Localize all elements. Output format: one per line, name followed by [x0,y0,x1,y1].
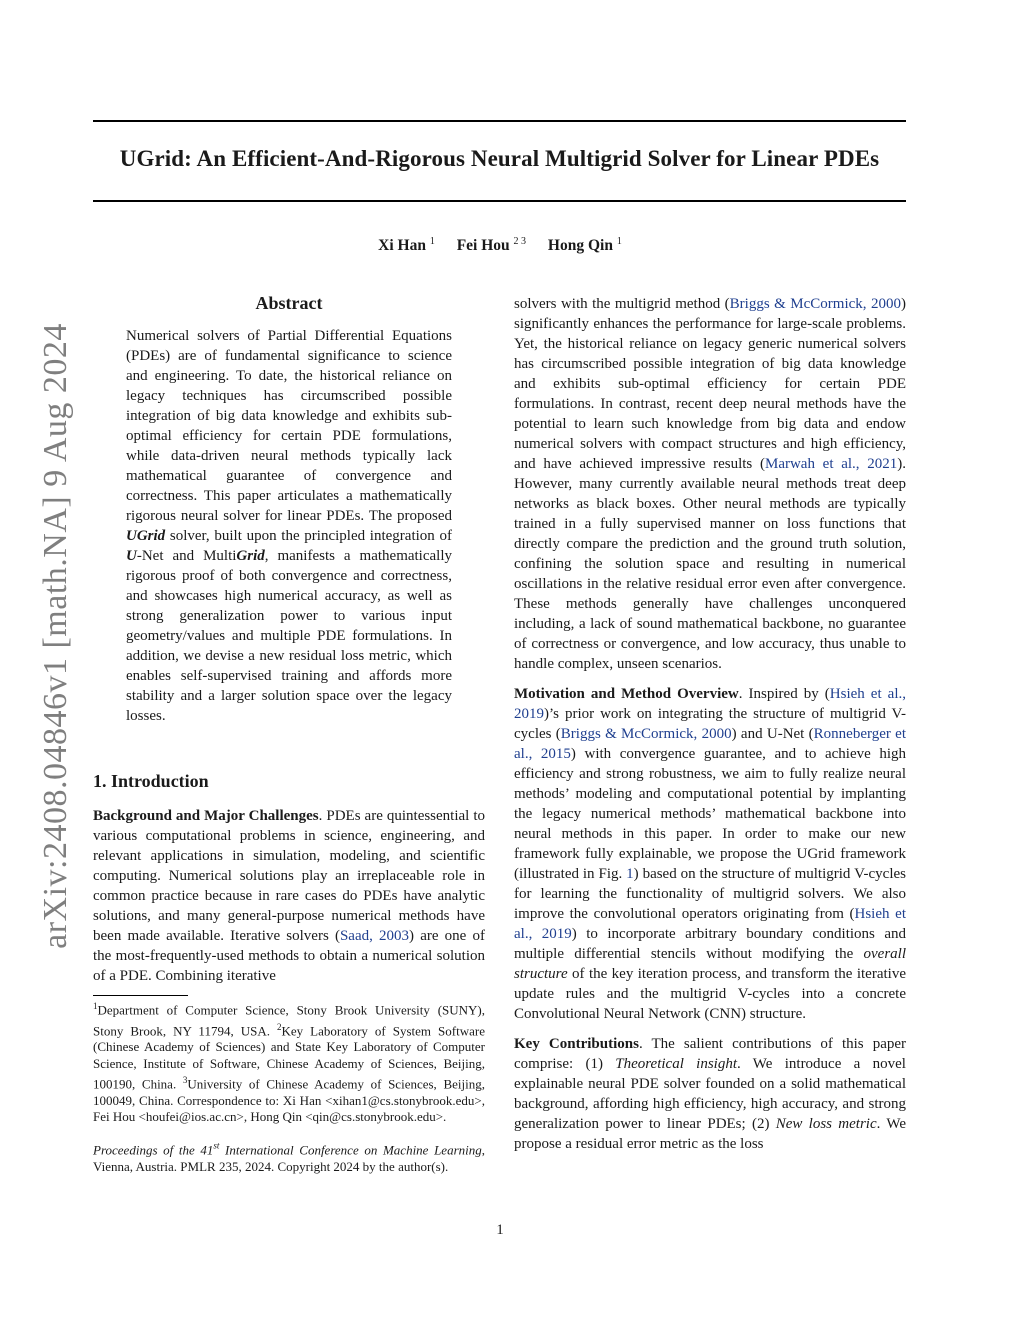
citation-link[interactable]: Briggs & McCormick, 2000 [729,296,901,312]
citation-link[interactable]: Saad, 2003 [339,928,410,944]
citation-link[interactable]: Marwah et al., 2021 [764,456,898,472]
title-rule-bottom [93,200,906,202]
citation-link[interactable]: Hsieh et al., 2019 [514,906,906,942]
citation-link[interactable]: Ronneberger et al., 2015 [514,726,906,762]
left-column [93,770,485,986]
arxiv-stamp-text: arXiv:2408.04846v1 [math.NA] 9 Aug 2024 [37,323,74,949]
footnote-rule [93,995,188,996]
paragraph-motivation: Motivation and Method Overview. Inspired by (Hsieh et al., 2019)’s prior work on integrating the structure of multigrid V-cycles (Briggs & McCormick, 2000) and U-Net (Ronneberger et al., 2015) with convergence guarantee, and to achieve high efficiency and strong robustness, we aim to fully realize neural methods’ modeling and computational potential by implanting the legacy numerical methods’ mathematical backbone into neural methods in this paper. In order to make our new framework fully explainable, we propose the UGrid framework (illustrated in Fig. 1) based on the structure of multigrid V-cycles for learning the functionality of multigrid solvers. We also improve the convolutional operators originating from (Hsieh et al., 2019) to incorporate arbitrary boundary conditions and multiple differential stencils without modifying the overall structure of the key iteration process, and transform the iterative update rules and the multigrid V-cycles into a concrete Convolutional Neural Network (CNN) structure. [514,686,907,1022]
abstract-text: Numerical solvers of Partial Differential Equations (PDEs) are of fundamental significance to science and engineering. To date, the historical reliance on legacy techniques has circumscribed possible integration of big data knowledge and exhibits sub-optimal efficiency for certain PDE formulations, while data-driven neural methods typically lack mathematical guarantee of convergence and correctness. This paper articulates a mathematically rigorous neural solver for linear PDEs. The proposed UGrid solver, built upon the principled integration of U-Net and MultiGrid, manifests a mathematically rigorous proof of both convergence and correctness, and showcases high numerical accuracy, as well as strong generalization power to various input geometry/values and multiple PDE formulations. In addition, we devise a new residual loss metric, which enables self-supervised training and affords more stability and a larger solution space over the legacy losses. [126,328,453,724]
author-hong-qin: Hong Qin $^1$ [547,236,622,255]
citation-link[interactable]: Hsieh et al., 2019 [514,686,906,722]
right-column [514,294,906,1154]
footnotes [93,998,485,1175]
section-heading-introduction: 1. Introduction [93,771,209,791]
author-list [0,236,1000,255]
page-number: 1 [496,1222,504,1238]
affiliation-footnote: $^1$Department of Computer Science, Stony Brook University (SUNY), Stony Brook, NY 11794, USA. $^2$Key Laboratory of System Software (Chinese Academy of Sciences) and State Key Laboratory of Computer Science, Institute of Software, Chinese Academy of Sciences, Beijing, 100190, China. $^3$University of Chinese Academy of Sciences, Beijing, 100049, China. Correspondence to: Xi Han <xihan1@cs.stonybrook.edu>, Fei Hou <houfei@ios.ac.cn>, Hong Qin <qin@cs.stonybrook.edu>. [93,1001,485,1125]
author-xi-han: Xi Han $^1$ [378,236,435,255]
paragraph-challenges-continued: solvers with the multigrid method (Briggs & McCormick, 2000) significantly enhances the performance for large-scale problems. Yet, the historical reliance on legacy generic numerical solvers has circumscribed possible integration of big data knowledge and exhibits sub-optimal efficiency for certain PDE formulations. In contrast, recent deep neural methods have the potential to learn such knowledge from big data and endow numerical solvers with compact structures and high efficiency, and have achieved impressive results (Marwah et al., 2021). However, many currently available neural methods treat deep networks as black boxes. Other neural methods are typically trained in a fully supervised manner on loss functions that directly compare the prediction and the ground truth solution, confining the solution space and resulting in numerical oscillations in the relative residual error even after convergence. These methods generally have challenges unconquered including, a lack of sound mathematical backbone, no guarantee of correctness or convergence, and low accuracy, thus unable to handle complex, unseen scenarios. [514,296,906,672]
paragraph-contributions: Key Contributions. The salient contributions of this paper comprise: (1) Theoretical insight. We introduce a novel explainable neural PDE solver founded on a solid mathematical background, affording high efficiency, high accuracy, and strong generalization power to linear PDEs; (2) New loss metric. We propose a residual error metric as the loss [514,1036,906,1152]
paper-title: UGrid: An Efficient-And-Rigorous Neural Multigrid Solver for Linear PDEs [119,146,880,171]
figure-link[interactable]: 1 [626,866,634,882]
abstract [126,292,452,726]
author-fei-hou: Fei Hou $^{2 3}$ [456,236,527,255]
paragraph-background: Background and Major Challenges. PDEs are quintessential to various computational problems in science, engineering, and relevant applications in simulation, modeling, and scientific computing. Numerical solutions play an irreplaceable role in common practice because in rare cases do PDEs have analytic solutions, and many general-purpose numerical methods have been made available. Iterative solvers (Saad, 2003) are one of the most-frequently-used methods to obtain a numerical solution of a PDE. Combining iterative [93,808,486,984]
proceedings-note: Proceedings of the 41st International Conference on Machine Learning, Vienna, Austria. PMLR 235, 2024. Copyright 2024 by the author(s). [93,1140,485,1174]
title-rule-top [93,120,906,122]
citation-link[interactable]: Briggs & McCormick, 2000 [560,726,732,742]
abstract-heading: Abstract [255,293,323,313]
